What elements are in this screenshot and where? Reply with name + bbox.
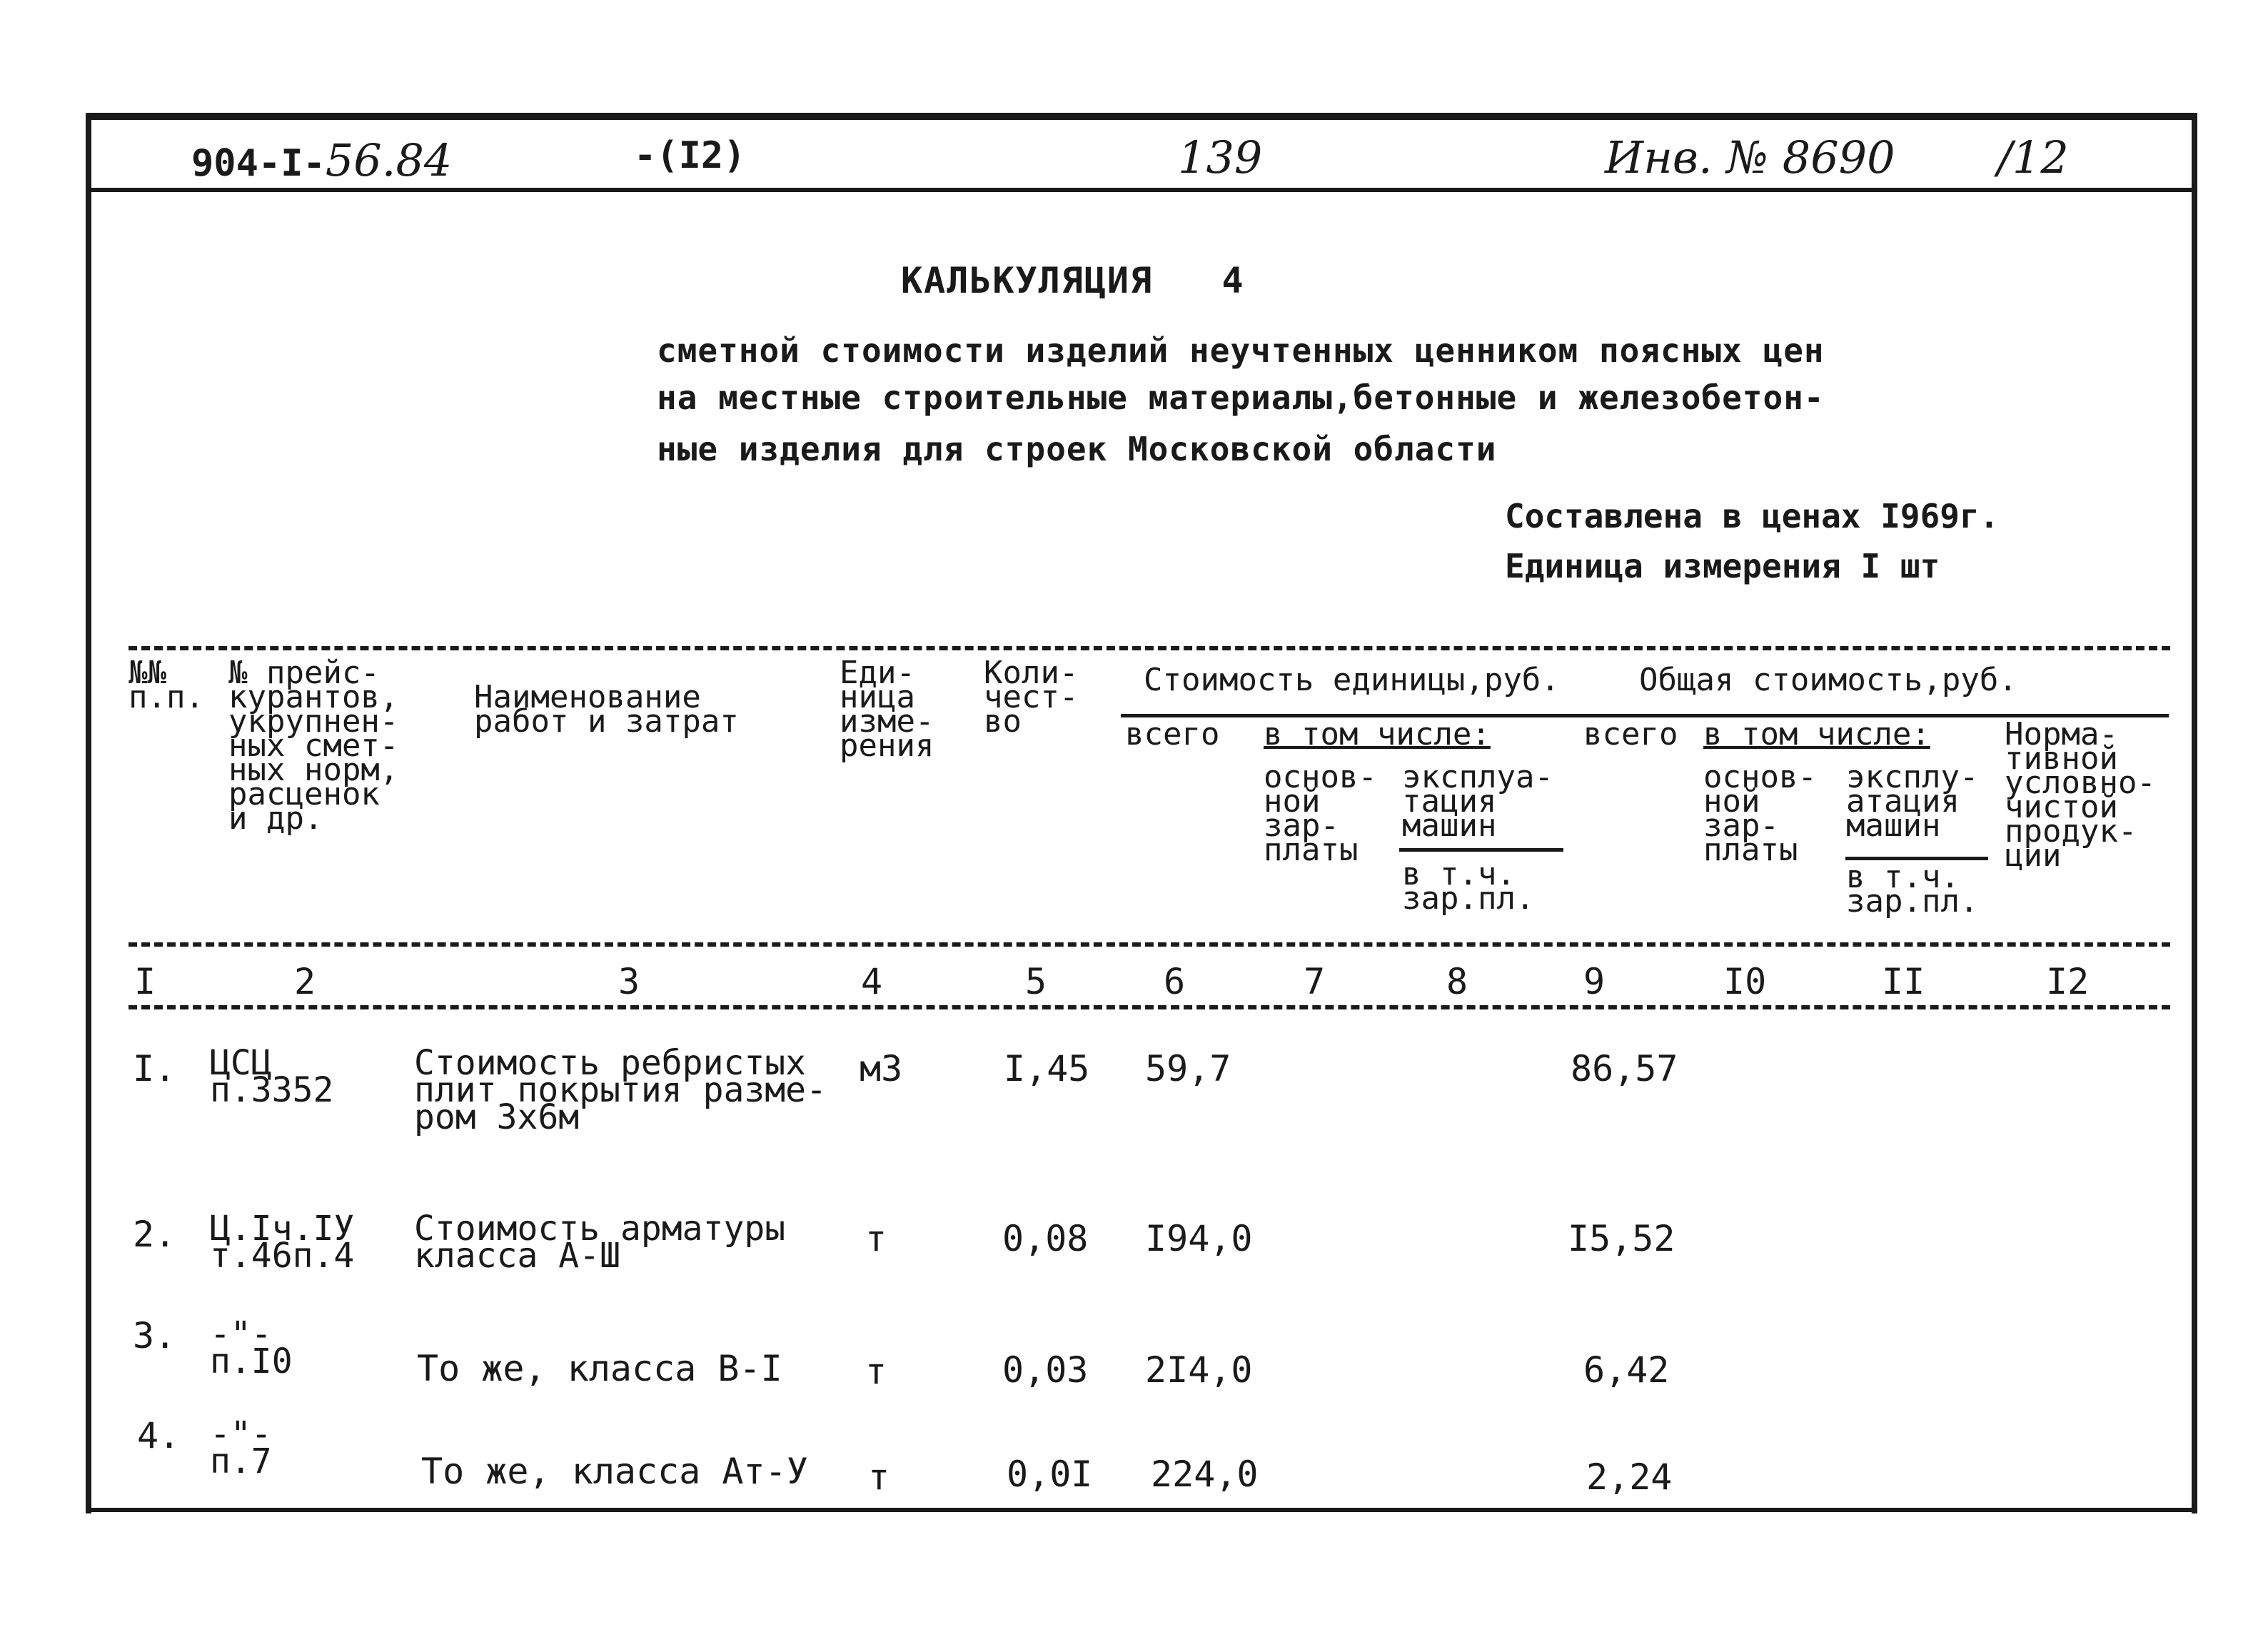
row-unit-cost: 2I4,0 (1145, 1349, 1253, 1391)
frame-top-border (86, 113, 2197, 120)
unit-of-measure: Единица измерения I шт (1505, 547, 1940, 585)
row-number: I. (133, 1048, 176, 1089)
col-header-quantity: Коли- чест- во (984, 655, 1079, 740)
part-number: -(I2) (634, 134, 746, 177)
row-name: Стоимость ребристых плит покрытия разме- ром 3х6м (414, 1043, 827, 1137)
col-header-unit: Еди- ница изме- рения (840, 655, 934, 764)
row-name: То же, класса В-I (417, 1348, 782, 1389)
col-header-total-incl: в том числе: (1703, 716, 1930, 752)
row-total-cost: 2,24 (1586, 1456, 1673, 1498)
row-reference: -"- п.7 (210, 1414, 272, 1481)
row-total-cost: 6,42 (1583, 1349, 1670, 1391)
row-number: 2. (133, 1214, 176, 1255)
page-number: 139 (1178, 131, 1263, 183)
column-number: 6 (1164, 961, 1186, 1002)
column-number: 4 (861, 961, 883, 1002)
column-number: 9 (1583, 961, 1606, 1002)
column-number: I0 (1723, 961, 1767, 1002)
subtitle-line-2: на местные строительные материалы,бетонные и железобетон- (657, 378, 1825, 417)
col-header-total-cost-group: Общая стоимость,руб. (1639, 662, 2017, 698)
row-number: 4. (137, 1415, 181, 1456)
column-number: 8 (1446, 961, 1468, 1002)
frame-right-border (2192, 113, 2197, 1513)
row-name: Стоимость арматуры класса А-Ш (414, 1209, 786, 1276)
machines-rule-1 (1399, 848, 1563, 852)
column-number: 3 (618, 961, 640, 1002)
column-numbers-rule (128, 1005, 2170, 1009)
row-quantity: I,45 (1004, 1048, 1090, 1089)
col-header-total: всего (1583, 716, 1678, 752)
col-header-normative: Норма- тивной условно- чистой продук- ции (2005, 716, 2156, 874)
header-rule (91, 188, 2192, 192)
row-unit: м3 (860, 1048, 903, 1089)
column-number: 5 (1025, 961, 1047, 1002)
row-reference: Ц.Iч.IУ т.46п.4 (210, 1209, 355, 1276)
row-unit: т (868, 1456, 890, 1498)
inventory-sheet: /12 (1997, 131, 2069, 183)
row-reference: -"- п.I0 (210, 1314, 293, 1381)
column-number: I2 (2046, 961, 2090, 1002)
row-unit-cost: 224,0 (1151, 1454, 1259, 1495)
row-quantity: 0,03 (1002, 1349, 1089, 1391)
series-code: 904-I-56.84 (191, 134, 453, 186)
col-header-unit-incl: в том числе: (1264, 716, 1491, 752)
row-unit: т (865, 1218, 887, 1259)
col-header-unit-base-pay: основ- ной зар- платы (1264, 759, 1377, 868)
row-quantity: 0,08 (1002, 1218, 1089, 1259)
frame-bottom-border (86, 1508, 2197, 1512)
subtitle-line-1: сметной стоимости изделий неучтенных ценником поясных цен (657, 331, 1825, 370)
row-unit: т (865, 1351, 887, 1392)
col-header-total-base-pay: основ- ной зар- платы (1703, 759, 1817, 868)
row-number: 3. (133, 1315, 176, 1356)
row-quantity: 0,0I (1007, 1454, 1093, 1495)
document-title: КАЛЬКУЛЯЦИЯ 4 (901, 260, 1245, 301)
col-header-unit-machines-pay: в т.ч. зар.пл. (1402, 856, 1535, 917)
subtitle-line-3: ные изделия для строек Московской области (657, 430, 1497, 468)
col-header-row-no: №№ п.п. (128, 655, 204, 715)
column-number: 2 (294, 961, 316, 1002)
header-bottom-rule (128, 942, 2170, 947)
row-total-cost: I5,52 (1568, 1218, 1675, 1259)
row-total-cost: 86,57 (1571, 1048, 1678, 1089)
column-number: II (1882, 961, 1925, 1002)
row-unit-cost: 59,7 (1145, 1048, 1231, 1089)
column-number: I (134, 961, 156, 1002)
col-header-total-machines: эксплу- атация машин (1846, 759, 1979, 844)
col-header-reference: № прейс- курантов, укрупнен- ных смет- ных норм, расценок и др. (228, 655, 399, 837)
col-header-unit-machines: эксплуа- тация машин (1402, 759, 1553, 844)
col-header-unit-cost-group: Стоимость единицы,руб. (1144, 662, 1560, 698)
col-header-unit-total: всего (1125, 716, 1220, 752)
row-reference: ЦСЦ п.3352 (210, 1043, 334, 1110)
column-number: 7 (1304, 961, 1326, 1002)
col-header-name: Наименование работ и затрат (474, 679, 739, 740)
row-name: То же, класса Ат-У (421, 1451, 808, 1492)
row-unit-cost: I94,0 (1145, 1218, 1253, 1259)
prices-year: Составлена в ценах I969г. (1505, 497, 2000, 535)
inventory-number: Инв. № 8690 (1605, 131, 1895, 183)
frame-left-border (86, 113, 91, 1513)
col-header-total-machines-pay: в т.ч. зар.пл. (1846, 859, 1979, 920)
table-top-rule (128, 646, 2170, 650)
